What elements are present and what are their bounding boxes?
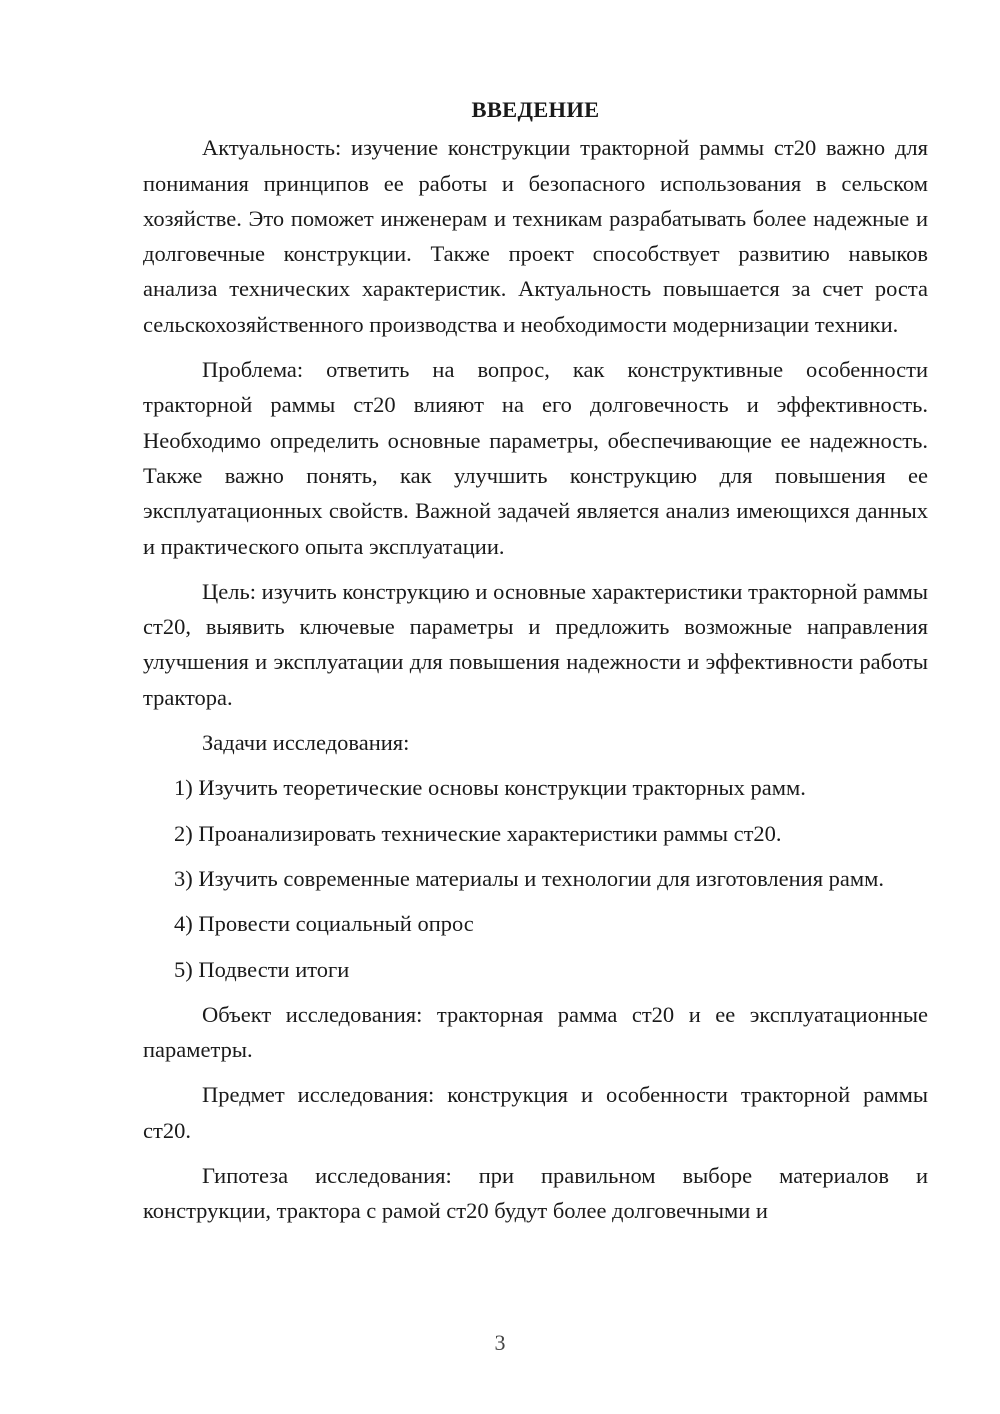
paragraph-tasks-heading: Задачи исследования:: [202, 730, 410, 756]
task-item-1: 1) Изучить теоретические основы конструкции тракторных рамм.: [174, 775, 806, 801]
paragraph-hypothesis: Гипотеза исследования: при правильном выборе материалов и конструкции, трактора с рамой ст20 будут более долговечными и: [143, 1163, 928, 1224]
section-title: ВВЕДЕНИЕ: [471, 97, 600, 122]
task-item-5: 5) Подвести итоги: [174, 956, 350, 982]
paragraph-object: Объект исследования: тракторная рамма ст20 и ее эксплуатационные параметры.: [143, 1001, 928, 1063]
document-page: [143, 92, 928, 1239]
paragraph-relevance: Актуальность: изучение конструкции тракторной раммы ст20 важно для понимания принципов ее работы и безопасного использования в сельском хозяйстве. Это поможет инженерам и техникам разрабатывать более надежные и долговечные конструкции. Также проект способствует развитию навыков анализа технических характеристик. Актуальность повышается за счет роста сельскохозяйственного производства и необходимости модернизации техники.: [143, 135, 928, 337]
page-number: 3: [494, 1330, 506, 1355]
paragraph-goal: Цель: изучить конструкцию и основные характеристики тракторной раммы ст20, выявить ключевые параметры и предложить возможные направления улучшения и эксплуатации для повышения надежности и эффективности работы трактора.: [143, 578, 928, 710]
task-item-4: 4) Провести социальный опрос: [174, 911, 474, 937]
paragraph-problem: Проблема: ответить на вопрос, как конструктивные особенности тракторной раммы ст20 влияют на его долговечность и эффективность. Необходимо определить основные параметры, обеспечивающие ее надежность. Также важно понять, как улучшить конструкцию для повышения ее эксплуатационных свойств. Важной задачей является анализ имеющихся данных и практического опыта эксплуатации.: [143, 357, 928, 559]
task-item-3: 3) Изучить современные материалы и технологии для изготовления рамм.: [174, 865, 885, 891]
paragraph-subject: Предмет исследования: конструкция и особенности тракторной раммы ст20.: [143, 1082, 928, 1143]
task-item-2: 2) Проанализировать технические характеристики раммы ст20.: [174, 820, 782, 846]
